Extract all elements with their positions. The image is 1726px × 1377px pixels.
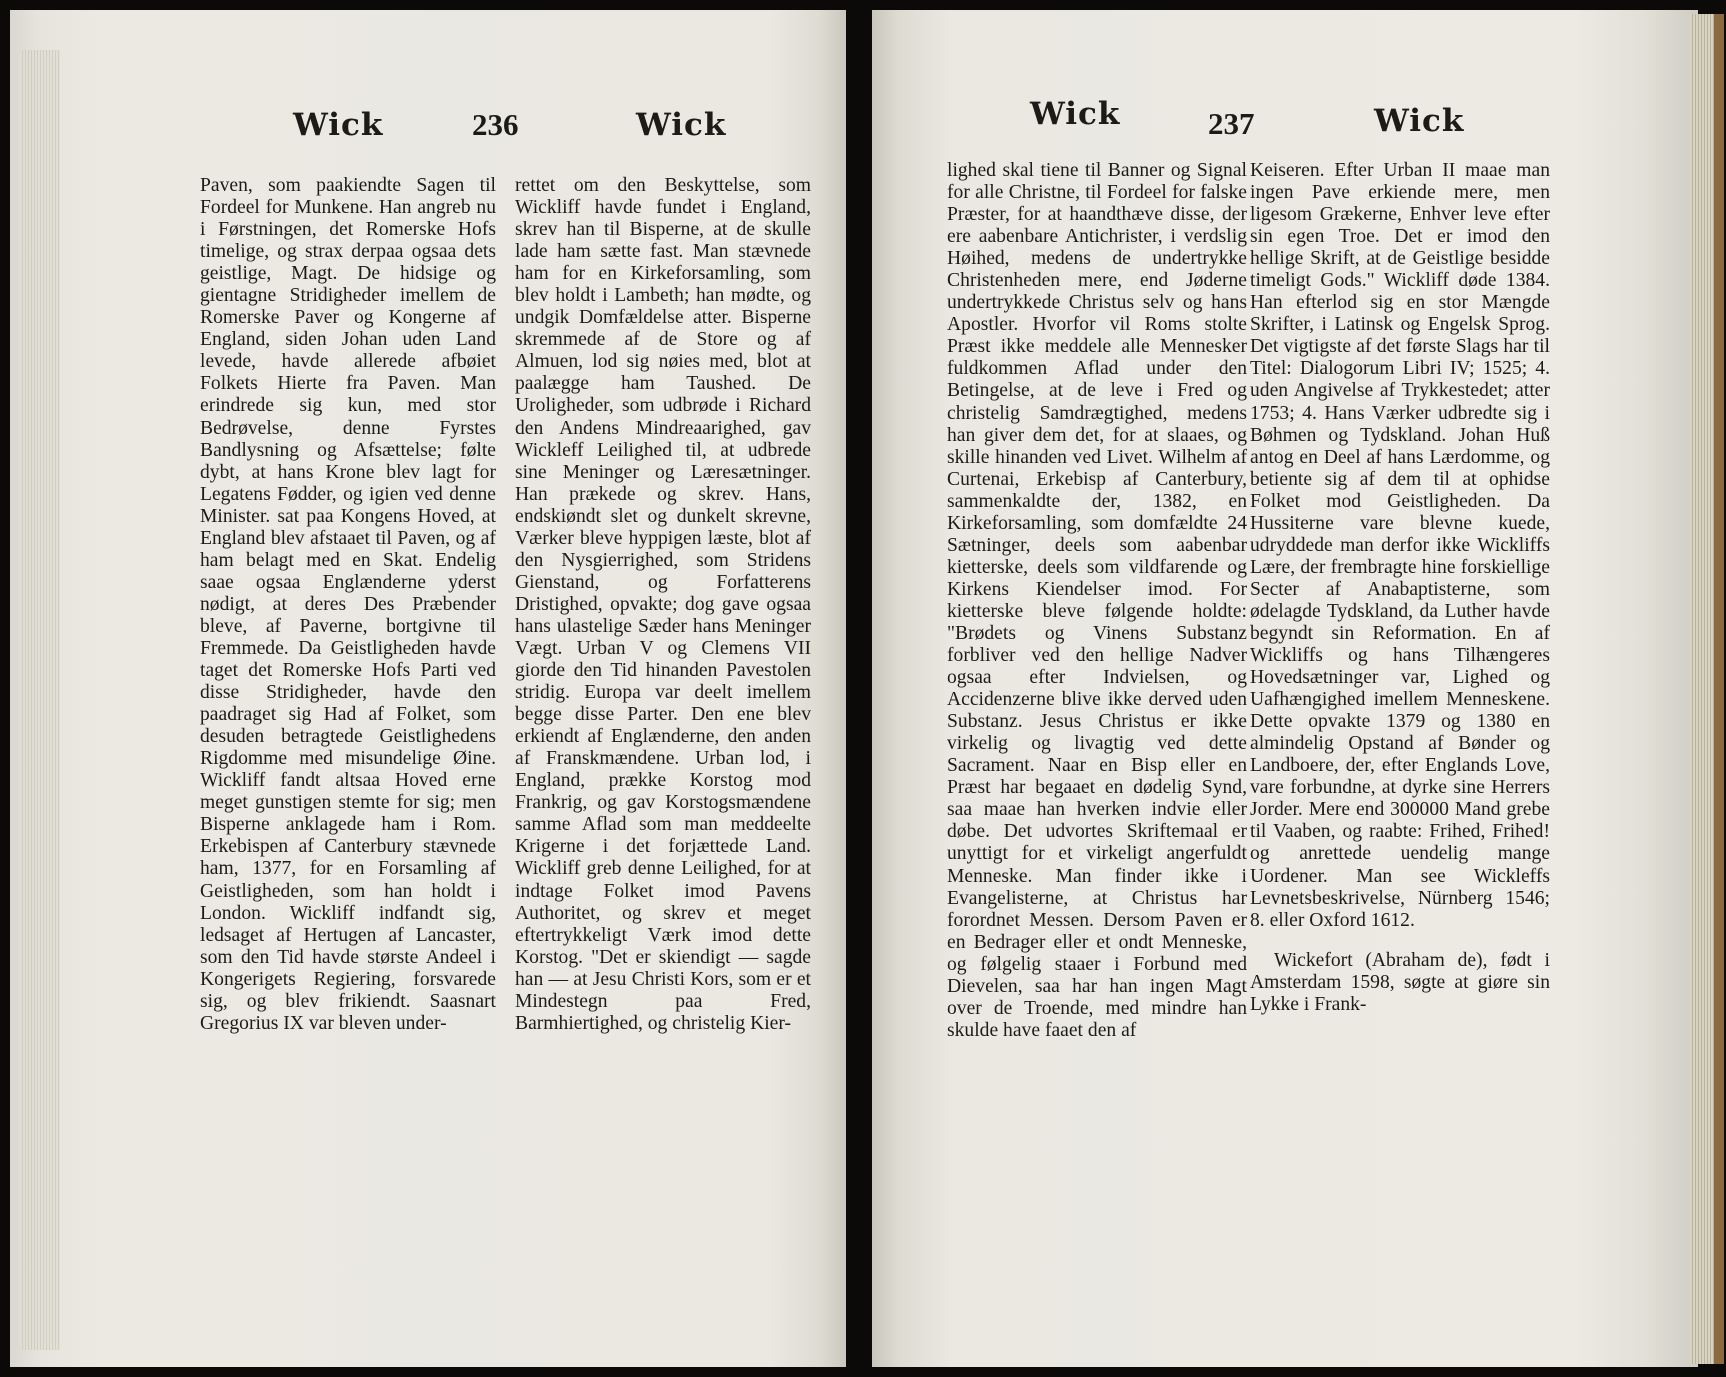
right-column-2-text: Keiseren. Efter Urban II maae man ingen Pave erkiende mere, men ligesom Grækerne, Enhver leve efter sin egen Troe. Det er imod den hellige Skrift, at de Geistlige besidde timeligt Gods." Wickliff døde 1384. Han efterlod sig en stor Mængde Skrifter, i Latinsk og Engelsk Sprog. Det vigtigste af det første Slags har til Titel: Dialogorum Libri IV; 1525; 4. uden Angivelse af Trykkestedet; atter 1753; 4. Hans Værker udbredte sig i Bøhmen og Tydskland. Johan Huß antog en Deel af hans Lærdomme, og betiente sig af dem til at ophidse Folket mod Geistligheden. Da Hussiterne vare blevne kuede, udryddede man derfor ikke Wickliffs Lære, der frembragte hine forskiellige Secter af Anabaptisterne, som ødelagde Tydskland, da Luther havde begyndt sin Reformation. En af Wickliffs og hans Tilhængeres Hovedsætninger var, Lighed og Uafhængighed imellem Menneskene. Dette opvakte 1379 og 1380 en almindelig Opstand af Bønder og Landboere, der, efter Englands Love, vare forbundne, at dyrke sine Herrers Jorder. Mere end 300000 Mand grebe til Vaaben, og raabte: Frihed, Frihed! og anrettede uendelig mange Uordener. Man see Wickleffs Levnetsbeskrivelse, Nürnberg 1546; 8. eller Oxford 1612.	[1250, 160, 1550, 931]
left-page-edge	[20, 50, 60, 1350]
left-column-2	[515, 175, 811, 1035]
right-guide-word-right: Wick	[1374, 103, 1465, 139]
right-column-2	[1250, 160, 1550, 1016]
right-column-1	[947, 160, 1247, 1042]
right-page-edge	[1690, 14, 1718, 1364]
entry-wickefort: Wickefort (Abraham de), født i Amsterdam 1598, søgte at giøre sin Lykke i Frank-	[1250, 949, 1550, 1015]
right-page-number: 237	[1208, 106, 1255, 141]
left-column-1	[200, 175, 496, 1035]
left-page-number: 236	[472, 107, 519, 142]
right-page	[872, 10, 1698, 1367]
left-page	[10, 10, 846, 1367]
right-guide-word: Wick	[1030, 96, 1121, 132]
right-column-1-text: lighed skal tiene til Banner og Signal for alle Christne, til Fordeel for falske Præster, for at haandthæve disse, der ere aabenbare Antichrister, i verdslig Høihed, medens de undertrykke Christenheden mere, end Jøderne undertrykkede Christus selv og hans Apostler. Hvorfor vil Roms stolte Præst ikke meddele alle Mennesker fuldkommen Aflad under den Betingelse, at de leve i Fred og christelig Samdrægtighed, medens han giver dem det, for at slaaes, og skille hinanden ved Livet. Wilhelm af Curtenai, Erkebisp af Canterbury, sammenkaldte der, 1382, en Kirkeforsamling, som domfældte 24 Sætninger, deels som aabenbar kietterske, deels som vildfarende og Kirkens Kiendelser imod. For kietterske bleve følgende holdte: "Brødets og Vinens Substanz forbliver ved den hellige Nadver ogsaa efter Indvielsen, og Accidenzerne blive ikke derved uden Substanz. Jesus Christus er ikke virkelig og livagtig ved dette Sacrament. Naar en Bisp eller en Præst har begaaet en dødelig Synd, saa maae han hverken indvie eller døbe. Det udvortes Skriftemaal er unyttigt for et virkeligt angerfuldt Menneske. Man finder ikke i Evangelisterne, at Christus har forordnet Messen. Dersom Paven er en Bedrager eller et ondt Menneske, og følgelig staaer i Forbund med Dievelen, saa har han ingen Magt over de Troende, med mindre han skulde have faaet den af	[947, 160, 1247, 1041]
left-column-1-text: Paven, som paakiendte Sagen til Fordeel for Munkene. Han angreb nu i Førstningen, det Romerske Hofs timelige, og strax derpaa ogsaa dets geistlige, Magt. De hidsige og gientagne Stridigheder imellem de Romerske Paver og Kongerne af England, siden Johan uden Land levede, havde allerede afbøiet Folkets Hierte fra Paven. Man erindrede sig kun, med stor Bedrøvelse, denne Fyrstes Bandlysning og Afsættelse; følte dybt, at hans Krone blev lagt for Legatens Fødder, og igien ved denne Minister. sat paa Kongens Hoved, at England blev afstaaet til Paven, og af ham belagt med en Skat. Endelig saae ogsaa Englænderne yderst nødigt, at deres Des Præbender bleve, af Paverne, bortgivne til Fremmede. Da Geistligheden havde taget det Romerske Hofs Parti ved disse Stridigheder, havde den paadraget sig Had af Folket, som desuden betragtede Geistlighedens Rigdomme med misundelige Øine. Wickliff fandt altsaa Hoved erne meget gunstigen stemte for sig; men Bisperne anklagede ham i Rom. Erkebispen af Canterbury stævnede ham, 1377, for en Forsamling af Geistligheden, som han holdt i London. Wickliff indfandt sig, ledsaget af Hertugen af Lancaster, som den Tid havde største Andeel i Kongerigets Regiering, forsvarede sig, og blev frikiendt. Saasnart Gregorius IX var bleven under-	[200, 175, 496, 1034]
left-guide-word-right: Wick	[636, 107, 727, 143]
left-guide-word: Wick	[293, 107, 384, 143]
left-column-2-text: rettet om den Beskyttelse, som Wickliff havde fundet i England, skrev han til Bisperne, at de skulle lade ham sætte fast. Man stævnede ham for en Kirkeforsamling, som blev holdt i Lambeth; han mødte, og undgik Domfældelse atter. Bisperne skremmede af de Store og af Almuen, lod sig nøies med, blot at paalægge ham Taushed. De Uroligheder, som udbrøde i Richard den Andens Mindreaarighed, gav Wickleff Leilighed til, at udbrede sine Meninger og Læresætninger. Han prækede og skrev. Hans, endskiøndt slet og dunkelt skrevne, Værker bleve hyppigen læste, blot af den Nysgierrighed, som Stridens Gienstand, og Forfatterens Dristighed, opvakte; dog gave ogsaa hans ulastelige Sæder hans Meninger Vægt. Urban V og Clemens VII giorde den Tid hinanden Pavestolen stridig. Europa var deelt imellem begge disse Parter. Den ene blev erkiendt af Englænderne, den anden af Franskmændene. Urban lod, i England, prække Korstog mod Frankrig, og gav Korstogsmændene samme Aflad som man meddeelte Krigerne i det forjættede Land. Wickliff greb denne Leilighed, for at indtage Folket imod Pavens Authoritet, og skrev et meget eftertrykkeligt Værk imod dette Korstog. "Det er skiendigt — sagde han — at Jesu Christi Kors, som er et Mindestegn paa Fred, Barmhiertighed, og christelig Kier-	[515, 175, 811, 1034]
